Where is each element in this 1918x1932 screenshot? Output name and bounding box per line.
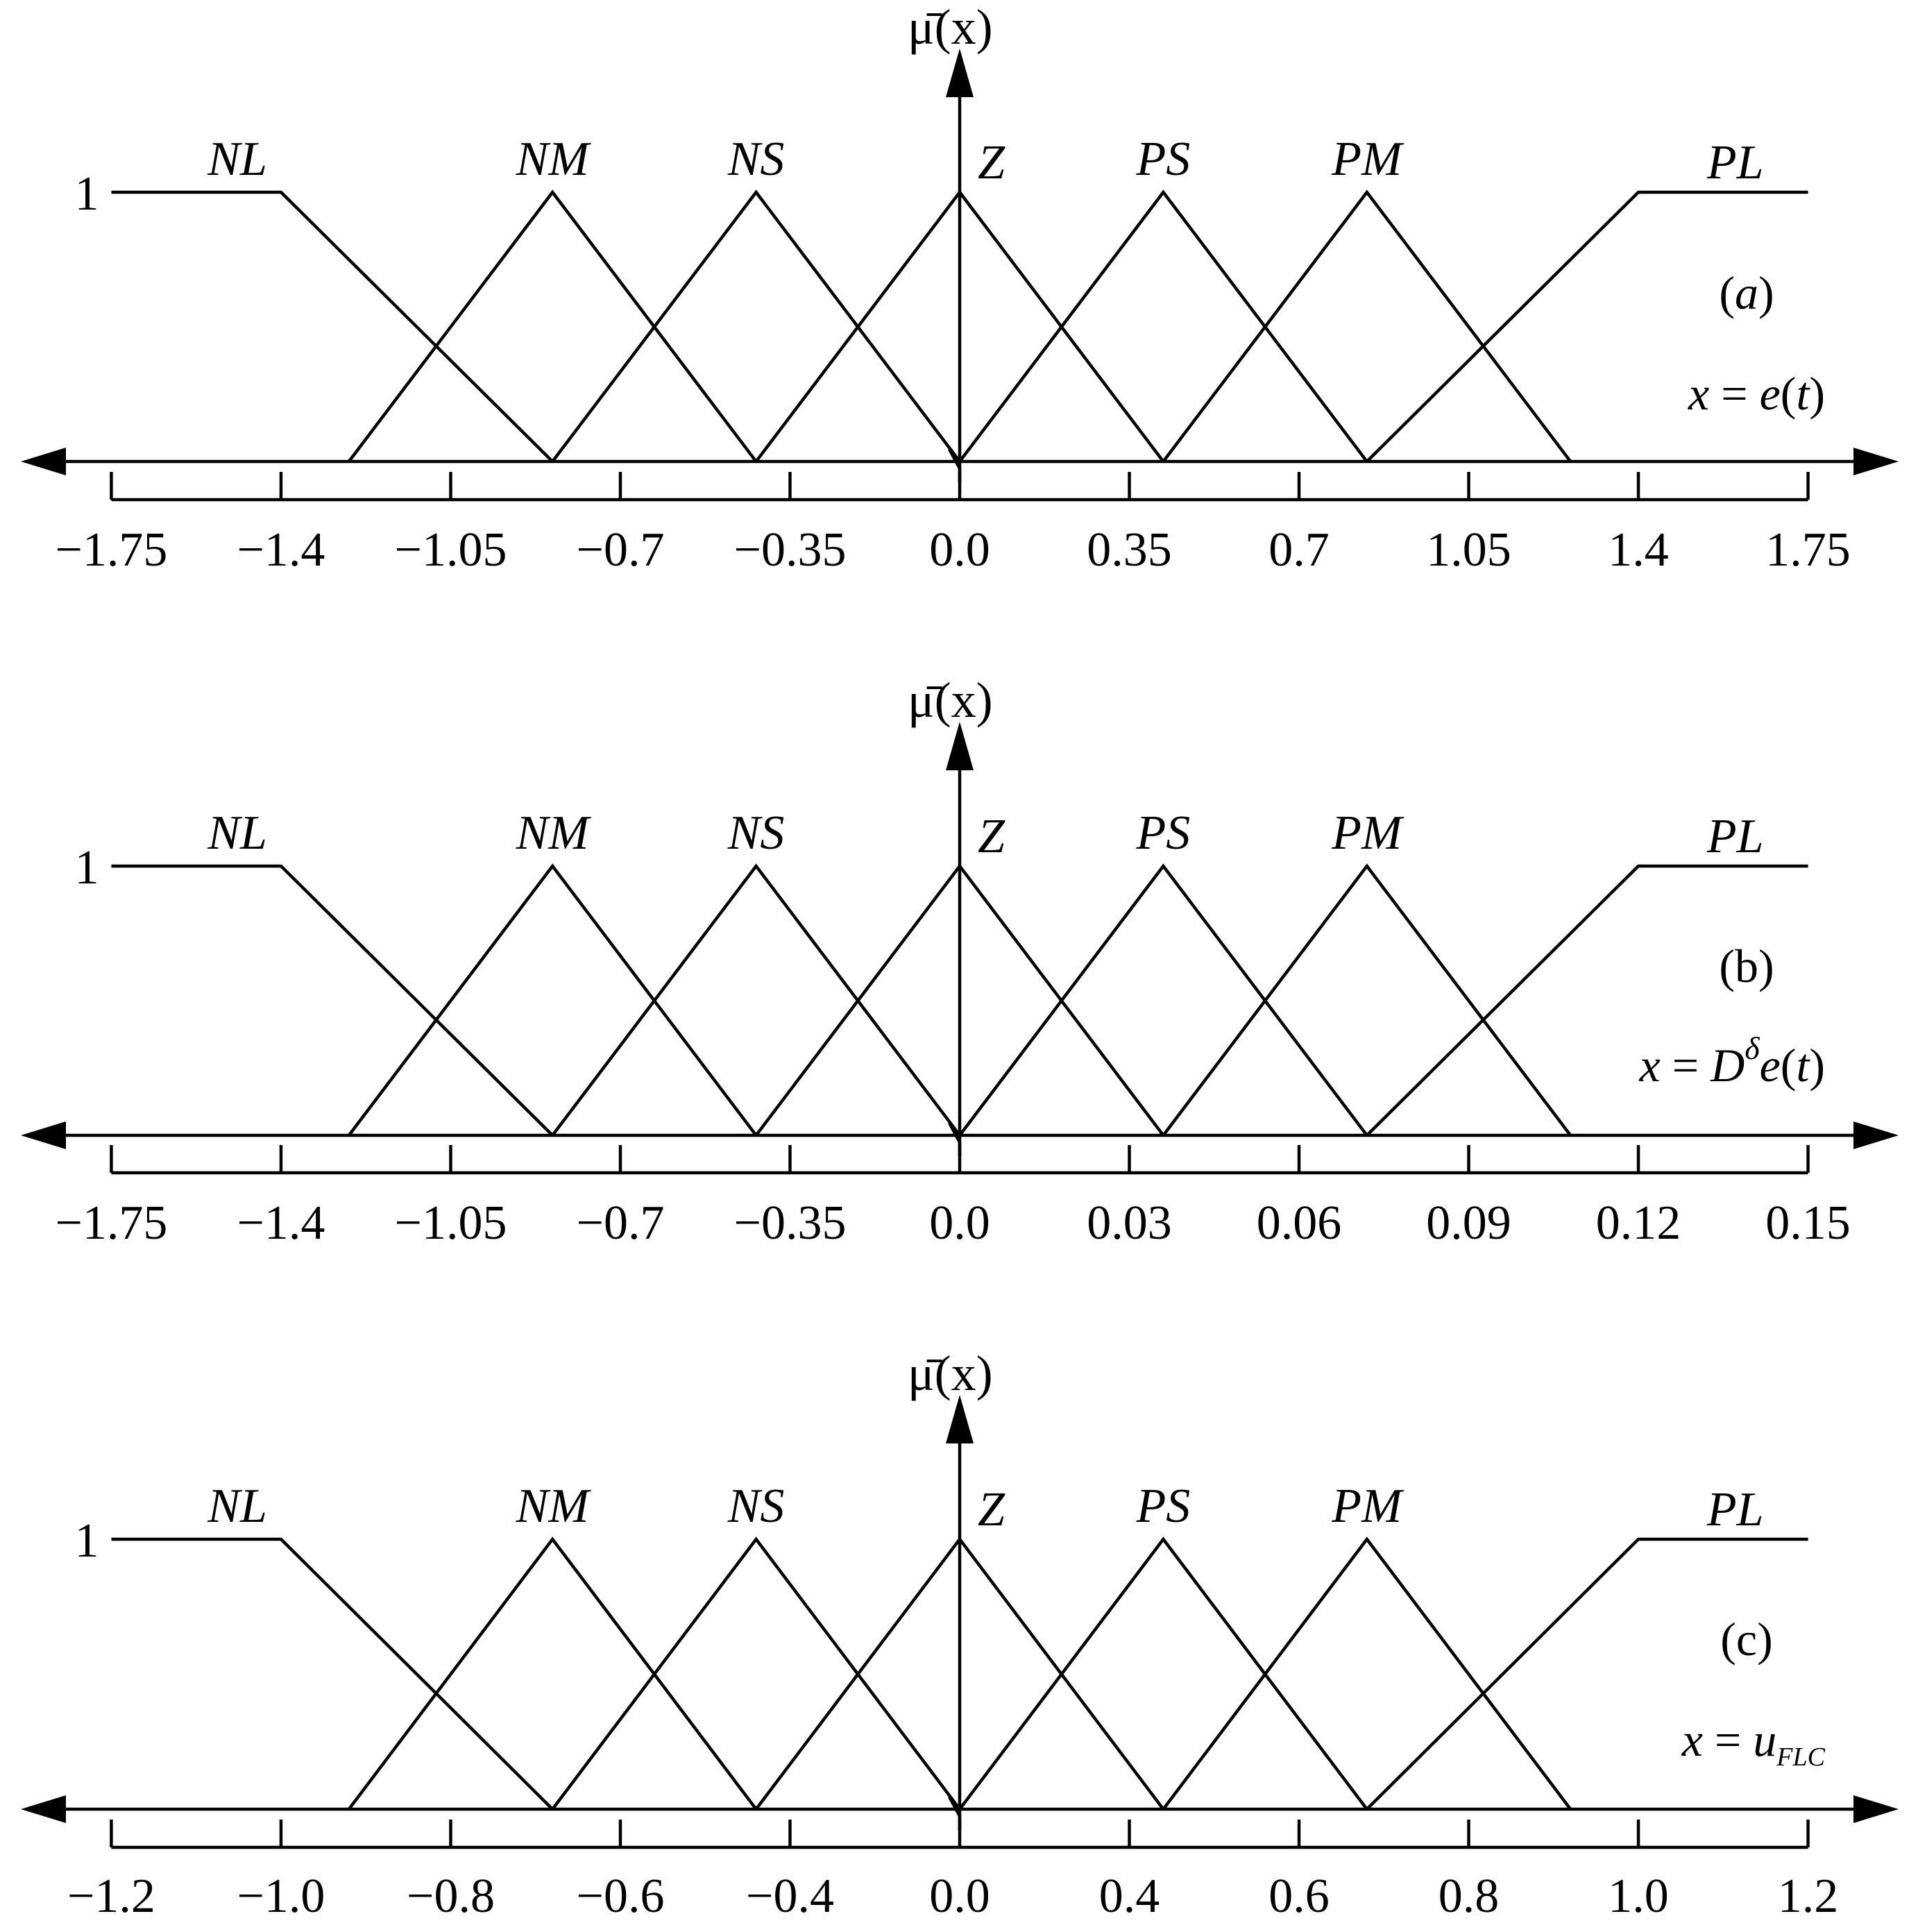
- mf-nl-line: [112, 1539, 553, 1809]
- mf-nm-label: NM: [516, 1480, 589, 1533]
- mf-nl-label: NL: [207, 1480, 267, 1533]
- mf-ns-line: [552, 1539, 960, 1809]
- tick-label: 0.03: [1087, 1196, 1172, 1250]
- panel-tag: (a): [1719, 266, 1774, 319]
- panel-variable-label: x = e(t): [1688, 367, 1825, 420]
- panel-variable-label: $x = u_{FLC}$: [1681, 1713, 1825, 1772]
- mf-nm-label: NM: [516, 806, 589, 860]
- y-axis-arrow-icon: [946, 722, 974, 770]
- tick-label: −0.6: [576, 1870, 665, 1923]
- mf-z-label: Z: [977, 136, 1005, 189]
- x-axis-right-arrow-icon: [1853, 1795, 1899, 1823]
- tick-label: 1.4: [1608, 523, 1669, 577]
- mf-ps-line: [960, 1539, 1367, 1809]
- tick-label: 1.2: [1777, 1870, 1839, 1923]
- tick-label: 0.0: [929, 1870, 990, 1923]
- tick-label: 0.4: [1098, 1870, 1160, 1923]
- mf-nm-label: NM: [516, 133, 589, 186]
- mf-ns-label: NS: [727, 133, 785, 186]
- tick-label: −0.7: [576, 523, 665, 577]
- mf-ns-label: NS: [727, 806, 785, 860]
- x-axis-right-arrow-icon: [1853, 448, 1899, 475]
- tick-label: 0.06: [1256, 1196, 1342, 1250]
- mf-ps-line: [960, 192, 1367, 461]
- tick-label: 0.0: [929, 523, 990, 577]
- mf-pl-line: [1367, 1539, 1808, 1809]
- tick-label: −1.0: [237, 1870, 325, 1923]
- x-axis-left-arrow-icon: [21, 1121, 66, 1149]
- mf-z-label: Z: [977, 810, 1005, 863]
- y-axis-title: μ̄(x): [908, 1346, 993, 1401]
- mf-ns-label: NS: [727, 1480, 785, 1533]
- membership-one-label: 1: [74, 167, 99, 221]
- mf-pm-label: PM: [1332, 806, 1402, 860]
- tick-label: 1.75: [1765, 523, 1851, 577]
- tick-label: 0.35: [1087, 523, 1172, 577]
- tick-label: 0.15: [1765, 1196, 1851, 1250]
- tick-label: −1.4: [237, 1196, 325, 1250]
- tick-label: −1.75: [55, 1196, 168, 1250]
- panel-variable-label: $x = D^\delta e(t)$: [1639, 1031, 1825, 1092]
- tick-label: −0.7: [576, 1196, 665, 1250]
- mf-pl-label: PL: [1706, 136, 1764, 189]
- mf-pm-line: [1163, 1539, 1570, 1809]
- tick-label: −1.05: [394, 523, 507, 577]
- tick-label: 0.0: [929, 1196, 990, 1250]
- mf-ps-label: PS: [1136, 133, 1191, 186]
- tick-label: 0.8: [1438, 1870, 1500, 1923]
- mf-pl-label: PL: [1706, 1483, 1764, 1536]
- y-axis-title: μ̄(x): [908, 0, 993, 55]
- panel-a: [21, 0, 1899, 577]
- panel-tag: (c): [1720, 1613, 1773, 1666]
- mf-pl-line: [1367, 866, 1808, 1135]
- membership-one-label: 1: [74, 841, 99, 895]
- membership-one-label: 1: [74, 1514, 99, 1568]
- tick-label: 1.0: [1608, 1870, 1669, 1923]
- x-axis-left-arrow-icon: [21, 448, 66, 475]
- mf-pl-label: PL: [1706, 810, 1764, 863]
- mf-ns-line: [552, 192, 960, 461]
- mf-nl-line: [112, 192, 553, 461]
- mf-pm-line: [1163, 866, 1570, 1135]
- tick-label: 0.12: [1595, 1196, 1681, 1250]
- mf-ns-line: [552, 866, 960, 1135]
- tick-label: 0.09: [1426, 1196, 1511, 1250]
- panel-tag: (b): [1719, 940, 1774, 992]
- panel-b: [21, 672, 1899, 1250]
- mf-ps-label: PS: [1136, 806, 1191, 860]
- tick-label: −1.75: [55, 523, 168, 577]
- tick-label: −1.4: [237, 523, 325, 577]
- tick-label: 0.7: [1268, 523, 1330, 577]
- mf-ps-line: [960, 866, 1367, 1135]
- tick-label: −0.35: [733, 1196, 847, 1250]
- tick-label: −1.05: [394, 1196, 507, 1250]
- mf-nl-label: NL: [207, 806, 267, 860]
- y-axis-arrow-icon: [946, 1395, 974, 1443]
- mf-nm-line: [349, 1539, 756, 1809]
- y-axis-title: μ̄(x): [908, 672, 993, 728]
- mf-pm-line: [1163, 192, 1570, 461]
- tick-label: 1.05: [1426, 523, 1511, 577]
- tick-label: 0.6: [1268, 1870, 1330, 1923]
- mf-pm-label: PM: [1332, 133, 1402, 186]
- mf-pm-label: PM: [1332, 1480, 1402, 1533]
- mf-pl-line: [1367, 192, 1808, 461]
- mf-nl-label: NL: [207, 133, 267, 186]
- tick-label: −1.2: [67, 1870, 155, 1923]
- mf-ps-label: PS: [1136, 1480, 1191, 1533]
- mf-nm-line: [349, 866, 756, 1135]
- tick-label: −0.8: [406, 1870, 495, 1923]
- x-axis-right-arrow-icon: [1853, 1121, 1899, 1149]
- tick-label: −0.4: [745, 1870, 834, 1923]
- y-axis-arrow-icon: [946, 49, 974, 97]
- tick-label: −0.35: [733, 523, 847, 577]
- x-axis-left-arrow-icon: [21, 1795, 66, 1823]
- panel-c: [21, 1346, 1899, 1923]
- mf-nm-line: [349, 192, 756, 461]
- mf-z-label: Z: [977, 1483, 1005, 1536]
- mf-nl-line: [112, 866, 553, 1135]
